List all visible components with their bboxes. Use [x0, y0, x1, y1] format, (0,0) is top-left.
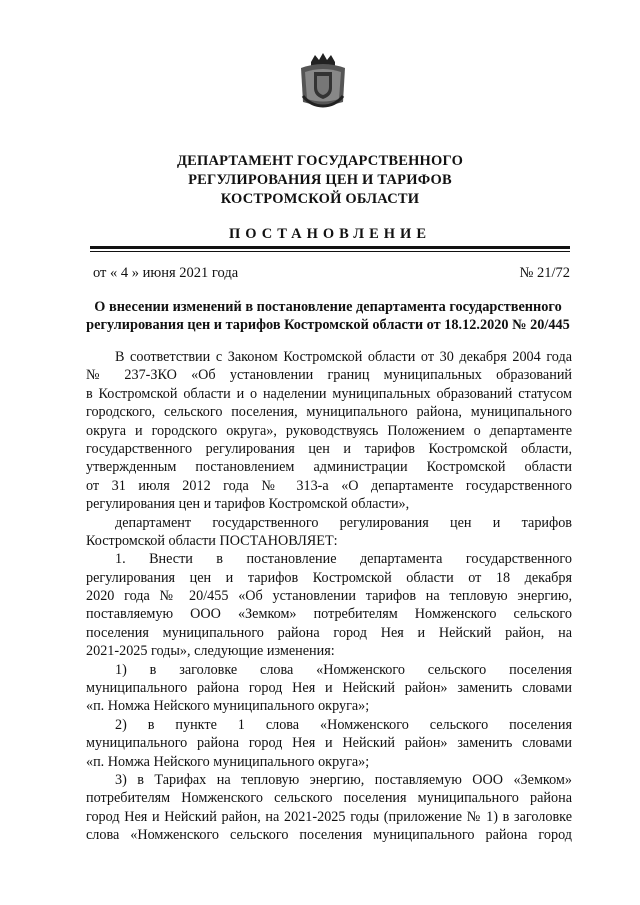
body-line: 1) в заголовке слова «Номженского сельского поселения [115, 661, 572, 678]
body-line: от 31 июля 2012 года № 313-а «О департаменте государственного [86, 477, 572, 494]
body-line: 2) в пункте 1 слова «Номженского сельского поселения [115, 716, 572, 733]
body-line: городского, сельского поселения, муниципального района, муниципального [86, 404, 572, 421]
body-line: «п. Номжа Нейского муниципального округа»; [86, 698, 370, 715]
body-line: № 237-ЗКО «Об установлении границ муниципальных образований [86, 367, 572, 384]
divider [90, 251, 570, 252]
body-line: Костромской области ПОСТАНОВЛЯЕТ: [86, 532, 338, 549]
document-body [86, 348, 572, 845]
date-number-line [90, 265, 570, 282]
body-line: «п. Номжа Нейского муниципального округа»; [86, 753, 370, 770]
body-line: 2020 года № 20/455 «Об установлении тарифов на тепловую энергию, [86, 588, 572, 605]
body-line: поставляемую ООО «Земком» потребителям Номженского сельского [86, 606, 572, 623]
body-line: 3) в Тарифах на тепловую энергию, поставляемую ООО «Земком» [115, 771, 572, 788]
body-line: 1. Внести в постановление департамента государственного [115, 551, 572, 568]
coat-of-arms-icon [297, 52, 349, 108]
divider [90, 246, 570, 249]
org-line: ДЕПАРТАМЕНТ ГОСУДАРСТВЕННОГО [176, 153, 464, 169]
body-line: поселения муниципального района город Нея и Нейский район, на [86, 624, 572, 641]
org-line: РЕГУЛИРОВАНИЯ ЦЕН И ТАРИФОВ [188, 172, 452, 188]
body-line: государственного регулирования цен и тарифов Костромской области, [86, 440, 572, 457]
body-line: потребителям Номженского сельского поселения муниципального района [86, 790, 572, 807]
document-title [70, 298, 586, 334]
organization-name [150, 152, 490, 209]
org-line: КОСТРОМСКОЙ ОБЛАСТИ [220, 191, 420, 207]
body-line: слова «Номженского сельского поселения муниципального района город [86, 827, 572, 844]
body-line: В соответствии с Законом Костромской области от 30 декабря 2004 года [115, 349, 572, 365]
document-date: от « 4 » июня 2021 года [93, 265, 239, 281]
title-line: О внесении изменений в постановление департамента государственного [94, 299, 562, 315]
document-number: № 21/72 [519, 265, 570, 281]
body-line: регулирования цен и тарифов Костромской области», [86, 496, 410, 513]
body-line: муниципального района город Нея и Нейский район» заменить словами [86, 735, 572, 752]
body-line: департамент государственного регулирования цен и тарифов [115, 514, 572, 531]
body-line: муниципального района город Нея и Нейский район» заменить словами [86, 680, 572, 697]
document-type: ПОСТАНОВЛЕНИЕ [228, 226, 431, 242]
body-line: регулирования цен и тарифов Костромской области от 18 декабря [86, 569, 572, 586]
title-line: регулирования цен и тарифов Костромской области от 18.12.2020 № 20/445 [86, 317, 570, 333]
body-line: утвержденным постановлением администрации Костромской области [86, 459, 572, 476]
body-line: 2021-2025 годы», следующие изменения: [86, 643, 335, 660]
body-line: город Нея и Нейский район, на 2021-2025 годы (приложение № 1) в заголовке [86, 808, 572, 825]
body-line: в Костромской области и о наделении муниципальных образований статусом [86, 385, 572, 402]
body-line: округа и городского округа», руководствуясь Положением о департаменте [86, 422, 572, 439]
